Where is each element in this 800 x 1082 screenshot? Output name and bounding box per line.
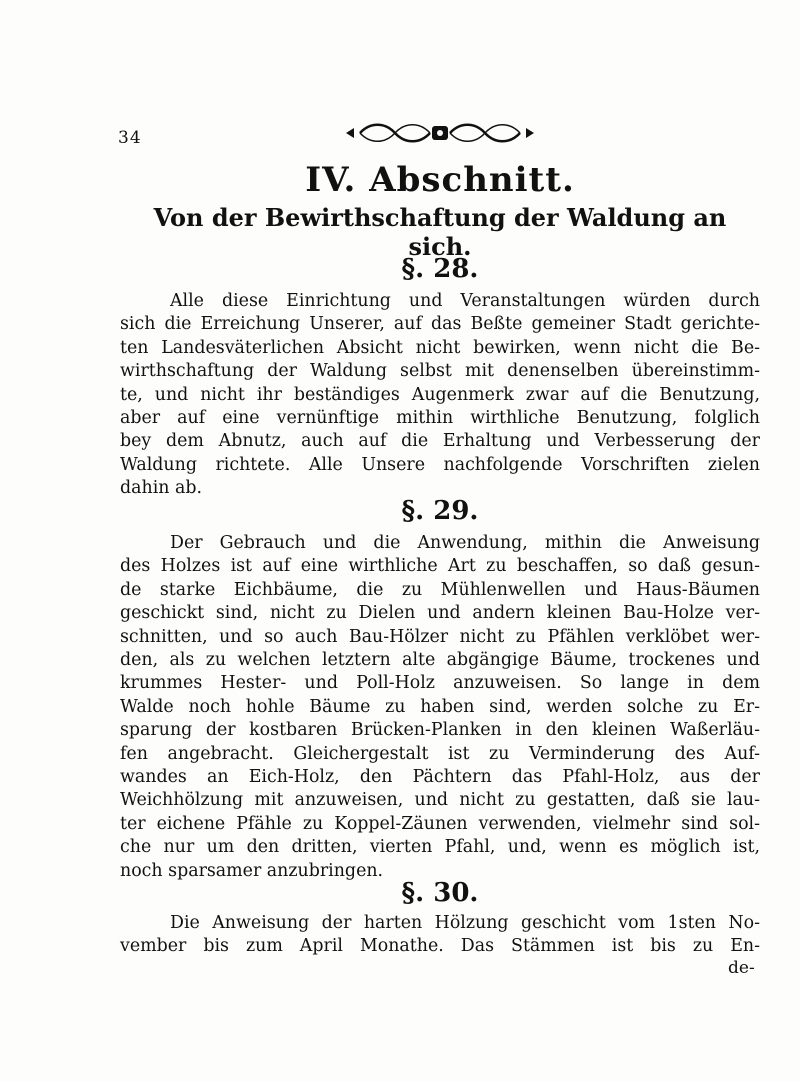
- text-line: des Holzes ist auf eine wirthliche Art zu beschaffen, so daß gesun-: [120, 556, 760, 577]
- text-line: schnitten, und so auch Bau-Hölzer nicht zu Pfählen verklöbet wer-: [120, 626, 760, 647]
- text-line: de starke Eichbäume, die zu Mühlenwellen und Haus-Bäumen: [120, 579, 760, 600]
- section-29-text: [120, 532, 760, 883]
- text-line: Die Anweisung der harten Hölzung geschicht vom 1sten No-: [170, 913, 760, 933]
- section-heading-28: §. 28.: [401, 254, 479, 284]
- text-line: Der Gebrauch und die Anwendung, mithin die Anweisung: [170, 533, 760, 553]
- chapter-subtitle: Von der Bewirthschaftung der Waldung an sich.: [153, 203, 727, 261]
- text-line: sparung der kostbaren Brücken-Planken in den kleinen Waßerläu-: [120, 720, 760, 741]
- text-line: te, und nicht ihr beständiges Augenmerk zwar auf die Benutzung,: [120, 384, 760, 405]
- text-line: ten Landesväterlichen Absicht nicht bewirken, wenn nicht die Be-: [120, 337, 760, 358]
- text-line: wandes an Eich-Holz, den Pächtern das Pfahl-Holz, aus der: [120, 767, 760, 788]
- text-line: den, als zu welchen letztern alte abgängige Bäume, trockenes und: [120, 650, 760, 671]
- text-line: fen angebracht. Gleichergestalt ist zu Verminderung des Auf-: [120, 743, 760, 764]
- section-heading-29: §. 29.: [401, 496, 479, 526]
- text-line: aber auf eine vernünftige mithin wirthliche Benutzung, folglich: [120, 408, 760, 429]
- text-line: geschickt sind, nicht zu Dielen und andern kleinen Bau-Holze ver-: [120, 603, 760, 624]
- text-line: ter eichene Pfähle zu Koppel-Zäunen verwenden, vielmehr sind sol-: [120, 813, 760, 834]
- catchword: de-: [728, 958, 755, 978]
- text-line: noch sparsamer anzubringen.: [120, 860, 384, 881]
- text-line: Alle diese Einrichtung und Veranstaltungen würden durch: [170, 291, 760, 311]
- text-line: Waldung richtete. Alle Unsere nachfolgende Vorschriften zielen: [120, 454, 760, 475]
- section-28-text: [120, 290, 760, 501]
- text-line: krummes Hester- und Poll-Holz anzuweisen. So lange in dem: [120, 673, 760, 694]
- page-number: 34: [118, 128, 142, 148]
- text-line: dahin ab.: [120, 478, 203, 499]
- text-line: Weichhölzung mit anzuweisen, und nicht zu gestatten, daß sie lau-: [120, 790, 760, 811]
- text-line: Walde noch hohle Bäume zu haben sind, werden solche zu Er-: [120, 696, 760, 717]
- chapter-title: IV. Abschnitt.: [305, 160, 575, 200]
- text-line: che nur um den dritten, vierten Pfahl, und, wenn es möglich ist,: [120, 837, 760, 858]
- text-line: bey dem Abnutz, auch auf die Erhaltung und Verbesserung der: [120, 431, 760, 452]
- text-line: sich die Erreichung Unserer, auf das Beßte gemeiner Stadt gerichte-: [120, 314, 760, 335]
- section-30-text: [120, 912, 760, 959]
- section-heading-30: §. 30.: [401, 878, 479, 908]
- text-line: wirthschaftung der Waldung selbst mit denenselben übereinstimm-: [120, 361, 760, 382]
- decorative-vignette-icon: [340, 120, 540, 146]
- text-line: vember bis zum April Monathe. Das Stämmen ist bis zu En-: [120, 936, 760, 957]
